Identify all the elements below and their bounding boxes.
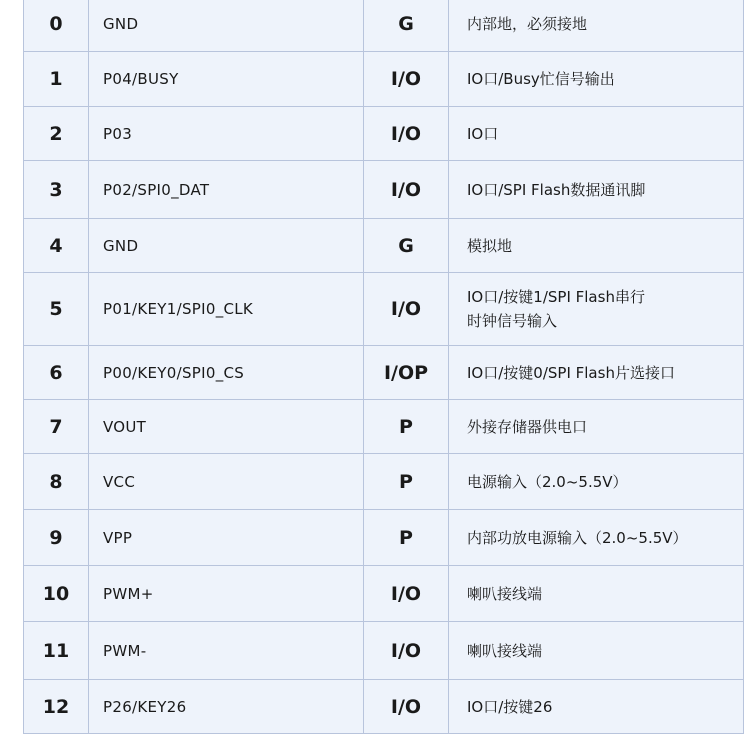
pin-type: I/OP: [364, 346, 449, 400]
pin-type: I/O: [364, 273, 449, 346]
pin-type: P: [364, 510, 449, 566]
pin-number: 10: [24, 566, 89, 622]
pin-name: VCC: [89, 454, 364, 510]
pin-name: VPP: [89, 510, 364, 566]
pin-number: 4: [24, 219, 89, 273]
pin-type: I/O: [364, 622, 449, 680]
table-row: [24, 400, 744, 454]
pin-type: G: [364, 219, 449, 273]
pin-description: IO口: [449, 107, 744, 161]
table-row: [24, 680, 744, 734]
table-row: [24, 52, 744, 107]
pin-description: 内部功放电源输入（2.0~5.5V）: [449, 510, 744, 566]
pin-name: GND: [89, 219, 364, 273]
pin-name: PWM-: [89, 622, 364, 680]
pin-table: [23, 0, 744, 734]
table-row: [24, 510, 744, 566]
pin-type: I/O: [364, 161, 449, 219]
pin-description: 内部地，必须接地: [449, 0, 744, 52]
table-row: [24, 454, 744, 510]
pin-description: 模拟地: [449, 219, 744, 273]
table-row: [24, 566, 744, 622]
pin-description: 外接存储器供电口: [449, 400, 744, 454]
pin-number: 8: [24, 454, 89, 510]
pin-description: 喇叭接线端: [449, 622, 744, 680]
table-row: [24, 161, 744, 219]
pin-number: 0: [24, 0, 89, 52]
table-row: [24, 107, 744, 161]
table-row: [24, 219, 744, 273]
pin-description: 电源输入（2.0~5.5V）: [449, 454, 744, 510]
table-row: [24, 622, 744, 680]
pin-name: PWM+: [89, 566, 364, 622]
table-row: [24, 0, 744, 52]
pin-name: P03: [89, 107, 364, 161]
pin-name: VOUT: [89, 400, 364, 454]
pin-name: P04/BUSY: [89, 52, 364, 107]
pin-description: IO口/SPI Flash数据通讯脚: [449, 161, 744, 219]
pin-number: 6: [24, 346, 89, 400]
pin-number: 2: [24, 107, 89, 161]
pin-type: I/O: [364, 566, 449, 622]
pin-number: 5: [24, 273, 89, 346]
pin-number: 3: [24, 161, 89, 219]
pin-name: GND: [89, 0, 364, 52]
pin-name: P26/KEY26: [89, 680, 364, 734]
pin-name: P01/KEY1/SPI0_CLK: [89, 273, 364, 346]
pin-number: 11: [24, 622, 89, 680]
pin-type: G: [364, 0, 449, 52]
pin-description: IO口/按键1/SPI Flash串行 时钟信号输入: [449, 273, 744, 346]
pin-name: P02/SPI0_DAT: [89, 161, 364, 219]
pin-type: P: [364, 400, 449, 454]
pin-type: I/O: [364, 107, 449, 161]
table-row: [24, 273, 744, 346]
pin-description: IO口/按键0/SPI Flash片选接口: [449, 346, 744, 400]
pin-number: 12: [24, 680, 89, 734]
pin-description: IO口/按键26: [449, 680, 744, 734]
pin-number: 9: [24, 510, 89, 566]
pin-type: P: [364, 454, 449, 510]
pin-number: 1: [24, 52, 89, 107]
pin-description: 喇叭接线端: [449, 566, 744, 622]
pin-type: I/O: [364, 680, 449, 734]
pin-description: IO口/Busy忙信号输出: [449, 52, 744, 107]
pin-name: P00/KEY0/SPI0_CS: [89, 346, 364, 400]
table-row: [24, 346, 744, 400]
pin-number: 7: [24, 400, 89, 454]
pin-type: I/O: [364, 52, 449, 107]
